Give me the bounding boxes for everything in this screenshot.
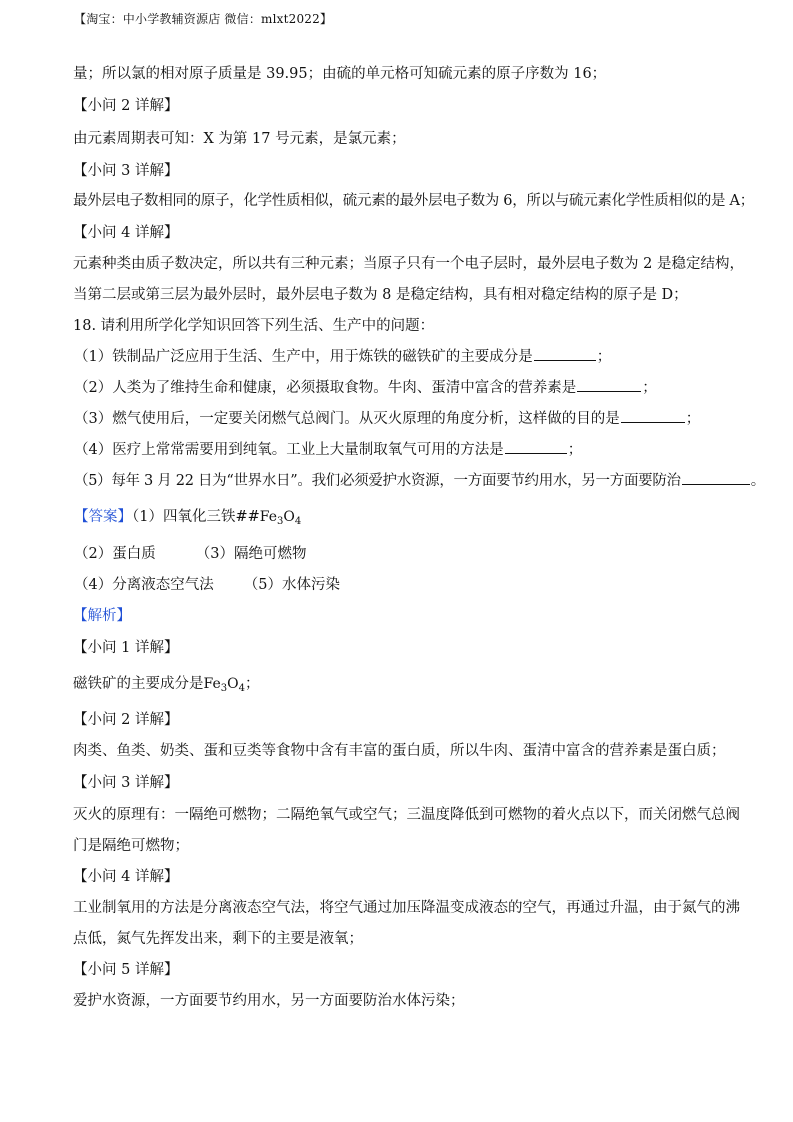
question-text: （1）铁制品广泛应用于生活、生产中，用于炼铁的磁铁矿的主要成分是: [74, 349, 533, 365]
question-text: （2）人类为了维持生命和健康，必须摄取食物。牛肉、蛋清中富含的营养素是: [74, 380, 577, 396]
question-item-1: [74, 349, 611, 366]
question-item-5: [74, 473, 765, 490]
question-text: （4）医疗上常常需要用到纯氧。工业上大量制取氧气可用的方法是: [74, 442, 504, 458]
page-header: 【淘宝：中小学教辅资源店 微信：mlxt2022】: [74, 12, 333, 26]
sub-question-heading: 【小问 1 详解】: [73, 640, 179, 656]
sub-question-heading: 【小问 3 详解】: [73, 775, 179, 791]
answer-text: （5）水体污染: [243, 577, 340, 593]
answer-line-2: [74, 546, 306, 563]
question-18-title: 18. 请利用所学化学知识回答下列生活、生产中的问题：: [73, 318, 435, 334]
answer-text: （3）隔绝可燃物: [195, 546, 307, 562]
paragraph-line: 点低，氮气先挥发出来，剩下的主要是液氧；: [73, 931, 363, 947]
punctuation: ；: [567, 442, 583, 458]
answer-text: （4）分离液态空气法: [74, 577, 214, 593]
sub-question-heading: 【小问 3 详解】: [73, 163, 179, 179]
sub-question-heading: 【小问 2 详解】: [73, 98, 179, 114]
paragraph-text: 磁铁矿的主要成分是: [73, 676, 204, 692]
analysis-label: 【解析】: [73, 608, 131, 624]
sub-question-heading: 【小问 4 详解】: [73, 869, 179, 885]
paragraph-line: 门是隔绝可燃物；: [73, 838, 189, 854]
paragraph-line: 元素种类由质子数决定，所以共有三种元素；当原子只有一个电子层时，最外层电子数为 2 是稳定结构，: [73, 256, 744, 272]
answer-label: 【答案】: [74, 509, 132, 525]
answer-blank: [577, 390, 641, 392]
sub-question-heading: 【小问 5 详解】: [73, 962, 179, 978]
sub-question-heading: 【小问 4 详解】: [73, 225, 179, 241]
paragraph-line: 灭火的原理有：一隔绝可燃物；二隔绝氧气或空气；三温度降低到可燃物的着火点以下，而关闭燃气总阀: [73, 807, 740, 823]
question-item-2: [74, 380, 657, 397]
paragraph-line: 量；所以氯的相对原子质量是 39.95；由硫的单元格可知硫元素的原子序数为 16；: [73, 66, 607, 82]
answer-text: （1）四氧化三铁##: [132, 509, 260, 525]
question-text: （3）燃气使用后，一定要关闭燃气总阀门。从灭火原理的角度分析，这样做的目的是: [74, 411, 620, 427]
answer-blank: [505, 452, 567, 454]
punctuation: ；: [244, 676, 260, 692]
paragraph-line: 由元素周期表可知：X 为第 17 号元素，是氯元素；: [73, 131, 406, 147]
answer-line-3: [74, 577, 340, 594]
sub-question-heading: 【小问 2 详解】: [73, 712, 179, 728]
paragraph-line: 最外层电子数相同的原子，化学性质相似，硫元素的最外层电子数为 6，所以与硫元素化学性质相似的是 A；: [73, 193, 754, 209]
answer-text: （2）蛋白质: [74, 546, 156, 562]
paragraph-line: [73, 676, 259, 693]
answer-blank: [682, 483, 750, 485]
chemical-formula: $Fe_3O_4$: [203, 676, 245, 694]
paragraph-line: 当第二层或第三层为最外层时，最外层电子数为 8 是稳定结构，具有相对稳定结构的原子是 D；: [73, 287, 688, 303]
chemical-formula: $Fe_3O_4$: [259, 509, 302, 527]
answer-blank: [621, 421, 685, 423]
paragraph-line: 肉类、鱼类、奶类、蛋和豆类等食物中含有丰富的蛋白质，所以牛肉、蛋清中富含的营养素是蛋白质；: [73, 743, 726, 759]
question-text: （5）每年 3 月 22 日为“世界水日”。我们必须爱护水资源，一方面要节约用水，另一方面要防治: [74, 473, 681, 489]
question-item-4: [74, 442, 582, 459]
answer-line-1: [74, 509, 301, 526]
punctuation: ；: [596, 349, 612, 365]
punctuation: 。: [750, 473, 765, 489]
question-item-3: [74, 411, 700, 428]
answer-blank: [534, 359, 596, 361]
paragraph-line: 工业制氧用的方法是分离液态空气法，将空气通过加压降温变成液态的空气，再通过升温，由于氮气的沸: [73, 900, 740, 916]
punctuation: ；: [642, 380, 657, 396]
paragraph-line: 爱护水资源，一方面要节约用水，另一方面要防治水体污染；: [73, 993, 465, 1009]
punctuation: ；: [685, 411, 701, 427]
